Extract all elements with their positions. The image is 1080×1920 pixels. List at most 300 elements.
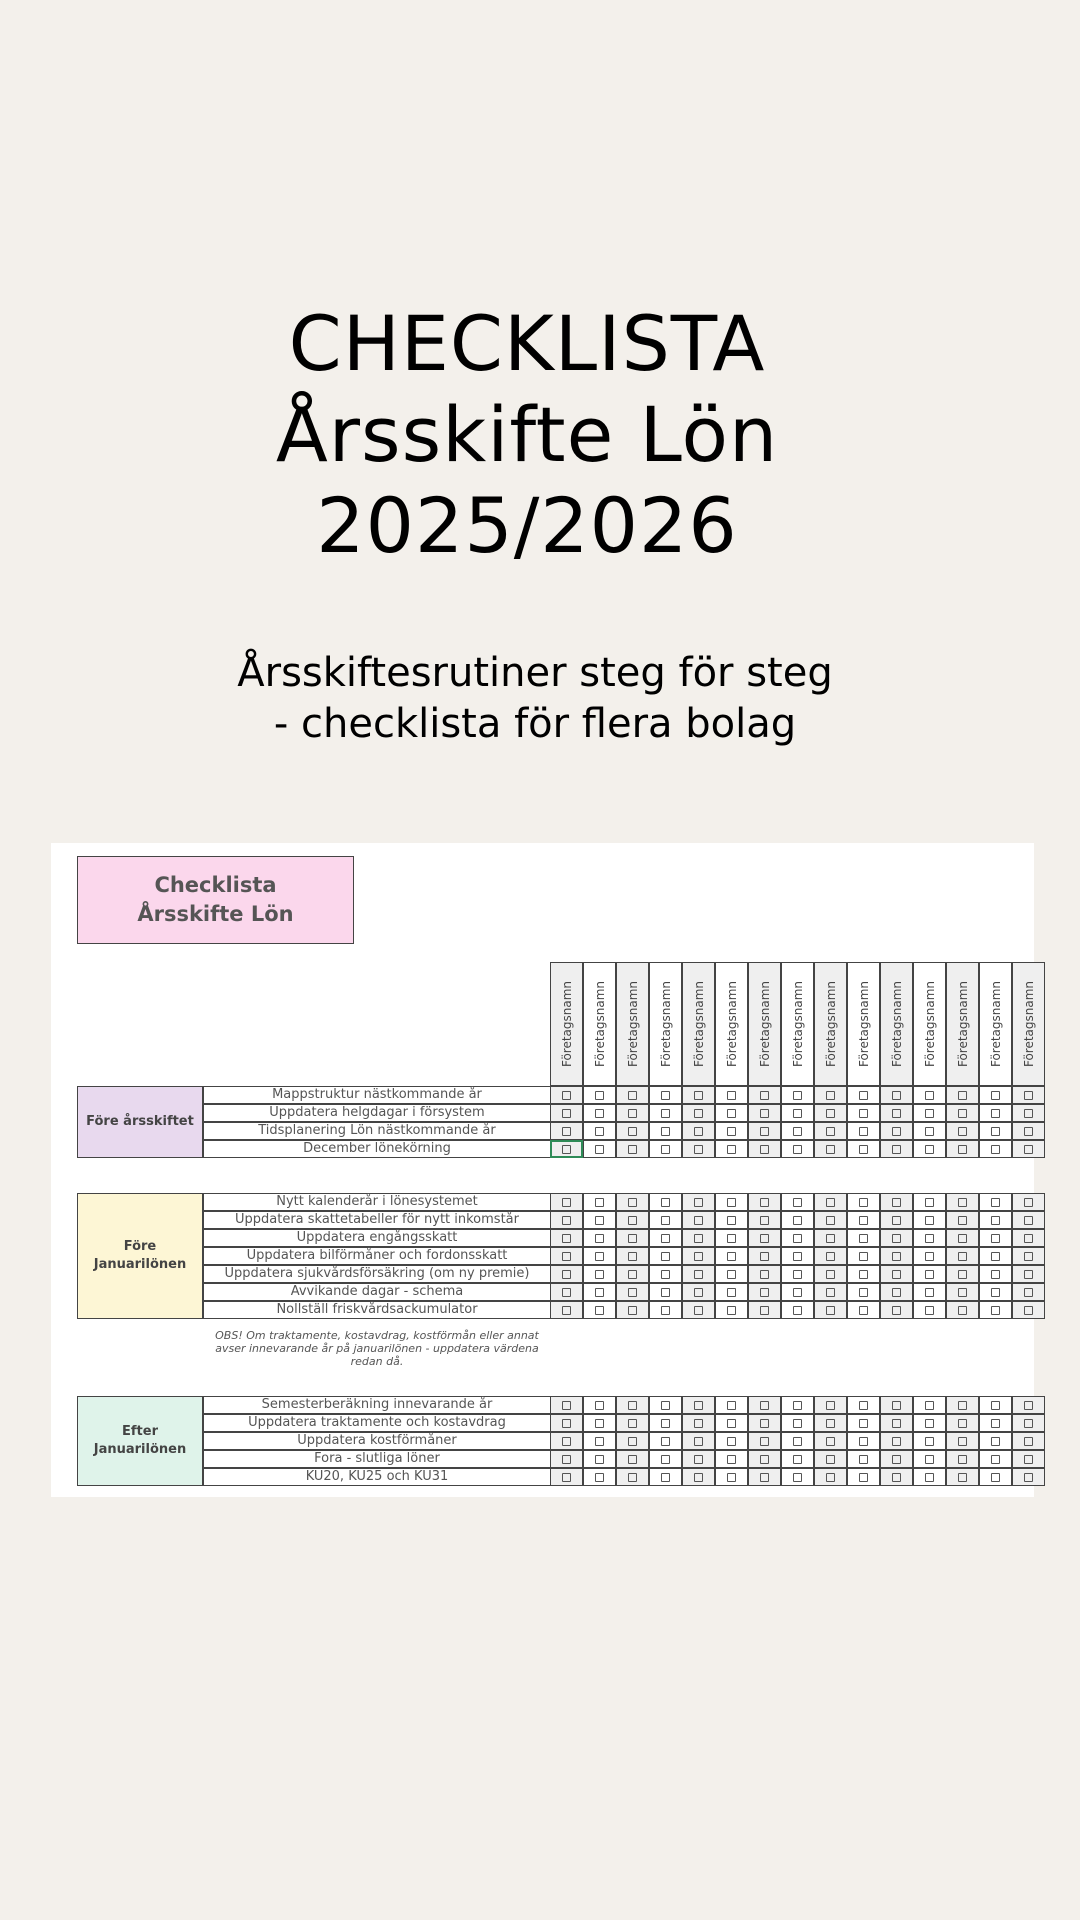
checkbox-cell[interactable] <box>583 1432 616 1450</box>
checkbox[interactable] <box>727 1127 736 1136</box>
checkbox-cell[interactable] <box>583 1140 616 1158</box>
checkbox-cell[interactable] <box>814 1086 847 1104</box>
checkbox-cell[interactable] <box>715 1086 748 1104</box>
checkbox[interactable] <box>859 1109 868 1118</box>
checkbox[interactable] <box>562 1419 571 1428</box>
checkbox-cell[interactable] <box>1012 1140 1045 1158</box>
checkbox-cell[interactable] <box>1012 1301 1045 1319</box>
checkbox-cell[interactable] <box>913 1468 946 1486</box>
checkbox-cell[interactable] <box>814 1122 847 1140</box>
checkbox-cell[interactable] <box>979 1229 1012 1247</box>
checkbox-cell[interactable] <box>979 1396 1012 1414</box>
checkbox[interactable] <box>628 1437 637 1446</box>
checkbox[interactable] <box>694 1419 703 1428</box>
checkbox[interactable] <box>760 1145 769 1154</box>
checkbox-cell[interactable] <box>583 1265 616 1283</box>
checkbox[interactable] <box>826 1401 835 1410</box>
checkbox-cell[interactable] <box>814 1396 847 1414</box>
checkbox[interactable] <box>925 1455 934 1464</box>
checkbox[interactable] <box>661 1455 670 1464</box>
checkbox[interactable] <box>661 1145 670 1154</box>
checkbox-cell[interactable] <box>946 1122 979 1140</box>
checkbox-cell[interactable] <box>946 1450 979 1468</box>
checkbox-cell[interactable] <box>649 1450 682 1468</box>
checkbox-cell[interactable] <box>814 1140 847 1158</box>
checkbox-cell[interactable] <box>616 1301 649 1319</box>
checkbox-cell[interactable] <box>616 1140 649 1158</box>
checkbox-cell[interactable] <box>913 1086 946 1104</box>
checkbox-cell[interactable] <box>748 1301 781 1319</box>
checkbox[interactable] <box>694 1216 703 1225</box>
checkbox-cell[interactable] <box>616 1086 649 1104</box>
checkbox[interactable] <box>694 1401 703 1410</box>
checkbox-cell[interactable] <box>748 1086 781 1104</box>
checkbox-cell[interactable] <box>682 1104 715 1122</box>
checkbox[interactable] <box>859 1401 868 1410</box>
checkbox[interactable] <box>595 1306 604 1315</box>
checkbox-cell[interactable] <box>715 1104 748 1122</box>
checkbox[interactable] <box>1024 1473 1033 1482</box>
checkbox[interactable] <box>628 1145 637 1154</box>
checkbox-cell[interactable] <box>616 1396 649 1414</box>
checkbox[interactable] <box>760 1306 769 1315</box>
checkbox-cell[interactable] <box>649 1432 682 1450</box>
checkbox-cell[interactable] <box>781 1229 814 1247</box>
checkbox-cell[interactable] <box>979 1468 1012 1486</box>
checkbox[interactable] <box>661 1419 670 1428</box>
checkbox-cell[interactable] <box>913 1122 946 1140</box>
checkbox-cell[interactable] <box>748 1414 781 1432</box>
checkbox[interactable] <box>859 1270 868 1279</box>
checkbox-cell[interactable] <box>583 1283 616 1301</box>
checkbox-cell[interactable] <box>847 1140 880 1158</box>
checkbox[interactable] <box>826 1455 835 1464</box>
checkbox-cell[interactable] <box>682 1450 715 1468</box>
checkbox-cell[interactable] <box>847 1450 880 1468</box>
checkbox-cell[interactable] <box>550 1229 583 1247</box>
checkbox[interactable] <box>826 1288 835 1297</box>
checkbox[interactable] <box>892 1127 901 1136</box>
checkbox[interactable] <box>727 1455 736 1464</box>
checkbox-cell[interactable] <box>913 1396 946 1414</box>
checkbox[interactable] <box>958 1091 967 1100</box>
checkbox-cell[interactable] <box>616 1247 649 1265</box>
checkbox[interactable] <box>892 1252 901 1261</box>
checkbox[interactable] <box>1024 1401 1033 1410</box>
checkbox[interactable] <box>958 1252 967 1261</box>
checkbox[interactable] <box>826 1198 835 1207</box>
checkbox[interactable] <box>925 1419 934 1428</box>
checkbox[interactable] <box>562 1234 571 1243</box>
checkbox[interactable] <box>562 1473 571 1482</box>
checkbox[interactable] <box>958 1127 967 1136</box>
checkbox[interactable] <box>892 1401 901 1410</box>
checkbox-cell[interactable] <box>880 1432 913 1450</box>
checkbox[interactable] <box>925 1437 934 1446</box>
checkbox-cell[interactable] <box>946 1086 979 1104</box>
checkbox-cell[interactable] <box>715 1283 748 1301</box>
checkbox-cell[interactable] <box>979 1414 1012 1432</box>
checkbox[interactable] <box>595 1145 604 1154</box>
checkbox-cell[interactable] <box>847 1211 880 1229</box>
checkbox-cell[interactable] <box>715 1414 748 1432</box>
checkbox-cell[interactable] <box>748 1450 781 1468</box>
checkbox-cell[interactable] <box>583 1104 616 1122</box>
checkbox-cell[interactable] <box>913 1140 946 1158</box>
checkbox-cell[interactable] <box>649 1122 682 1140</box>
checkbox[interactable] <box>694 1252 703 1261</box>
checkbox[interactable] <box>826 1234 835 1243</box>
checkbox-cell[interactable] <box>946 1229 979 1247</box>
checkbox-cell[interactable] <box>847 1283 880 1301</box>
checkbox[interactable] <box>859 1455 868 1464</box>
checkbox[interactable] <box>958 1109 967 1118</box>
checkbox[interactable] <box>826 1127 835 1136</box>
checkbox-cell[interactable] <box>847 1396 880 1414</box>
checkbox[interactable] <box>925 1109 934 1118</box>
checkbox[interactable] <box>925 1234 934 1243</box>
checkbox-cell[interactable] <box>682 1432 715 1450</box>
checkbox[interactable] <box>1024 1145 1033 1154</box>
checkbox[interactable] <box>694 1288 703 1297</box>
checkbox[interactable] <box>562 1091 571 1100</box>
checkbox-cell[interactable] <box>913 1450 946 1468</box>
checkbox[interactable] <box>727 1306 736 1315</box>
checkbox[interactable] <box>892 1145 901 1154</box>
checkbox-cell[interactable] <box>979 1086 1012 1104</box>
checkbox-cell[interactable] <box>583 1414 616 1432</box>
checkbox[interactable] <box>826 1091 835 1100</box>
checkbox-cell[interactable] <box>649 1301 682 1319</box>
checkbox[interactable] <box>892 1234 901 1243</box>
checkbox[interactable] <box>562 1401 571 1410</box>
checkbox[interactable] <box>595 1127 604 1136</box>
checkbox[interactable] <box>562 1109 571 1118</box>
checkbox-cell[interactable] <box>913 1265 946 1283</box>
checkbox[interactable] <box>628 1216 637 1225</box>
checkbox-cell[interactable] <box>1012 1468 1045 1486</box>
checkbox[interactable] <box>991 1270 1000 1279</box>
checkbox[interactable] <box>958 1473 967 1482</box>
checkbox-cell[interactable] <box>880 1265 913 1283</box>
checkbox[interactable] <box>760 1455 769 1464</box>
checkbox[interactable] <box>892 1091 901 1100</box>
checkbox-cell[interactable] <box>1012 1086 1045 1104</box>
checkbox[interactable] <box>892 1216 901 1225</box>
checkbox-cell[interactable] <box>715 1432 748 1450</box>
checkbox-cell[interactable] <box>979 1140 1012 1158</box>
checkbox-cell[interactable] <box>616 1122 649 1140</box>
checkbox[interactable] <box>760 1216 769 1225</box>
checkbox[interactable] <box>694 1455 703 1464</box>
checkbox[interactable] <box>991 1234 1000 1243</box>
checkbox[interactable] <box>793 1198 802 1207</box>
checkbox-cell[interactable] <box>682 1414 715 1432</box>
checkbox[interactable] <box>991 1401 1000 1410</box>
checkbox[interactable] <box>1024 1455 1033 1464</box>
checkbox-cell[interactable] <box>682 1122 715 1140</box>
checkbox[interactable] <box>925 1288 934 1297</box>
checkbox-cell[interactable] <box>814 1211 847 1229</box>
checkbox-cell[interactable] <box>682 1193 715 1211</box>
checkbox[interactable] <box>727 1091 736 1100</box>
checkbox-cell[interactable] <box>979 1283 1012 1301</box>
checkbox[interactable] <box>925 1127 934 1136</box>
checkbox-cell[interactable] <box>682 1396 715 1414</box>
checkbox[interactable] <box>892 1109 901 1118</box>
checkbox-cell[interactable] <box>550 1122 583 1140</box>
checkbox[interactable] <box>628 1473 637 1482</box>
checkbox-cell[interactable] <box>814 1450 847 1468</box>
checkbox-cell[interactable] <box>616 1229 649 1247</box>
checkbox-cell[interactable] <box>814 1104 847 1122</box>
checkbox-cell[interactable] <box>616 1104 649 1122</box>
checkbox-cell[interactable] <box>748 1104 781 1122</box>
checkbox[interactable] <box>760 1437 769 1446</box>
checkbox-cell[interactable] <box>616 1414 649 1432</box>
checkbox[interactable] <box>1024 1091 1033 1100</box>
checkbox-cell[interactable] <box>748 1140 781 1158</box>
checkbox[interactable] <box>727 1288 736 1297</box>
checkbox-cell[interactable] <box>550 1104 583 1122</box>
checkbox-cell[interactable] <box>946 1396 979 1414</box>
checkbox[interactable] <box>628 1401 637 1410</box>
checkbox[interactable] <box>991 1145 1000 1154</box>
checkbox[interactable] <box>859 1473 868 1482</box>
checkbox[interactable] <box>694 1091 703 1100</box>
checkbox-cell[interactable] <box>880 1468 913 1486</box>
checkbox[interactable] <box>760 1091 769 1100</box>
checkbox[interactable] <box>595 1216 604 1225</box>
checkbox-cell[interactable] <box>880 1140 913 1158</box>
checkbox-cell[interactable] <box>880 1283 913 1301</box>
checkbox[interactable] <box>793 1145 802 1154</box>
checkbox[interactable] <box>958 1234 967 1243</box>
checkbox[interactable] <box>760 1288 769 1297</box>
checkbox-cell[interactable] <box>748 1193 781 1211</box>
checkbox[interactable] <box>958 1419 967 1428</box>
checkbox-cell[interactable] <box>715 1229 748 1247</box>
checkbox[interactable] <box>991 1419 1000 1428</box>
checkbox[interactable] <box>1024 1234 1033 1243</box>
checkbox[interactable] <box>991 1306 1000 1315</box>
checkbox-cell[interactable] <box>814 1229 847 1247</box>
checkbox-cell[interactable] <box>616 1283 649 1301</box>
checkbox-cell[interactable] <box>880 1247 913 1265</box>
checkbox[interactable] <box>991 1198 1000 1207</box>
checkbox[interactable] <box>628 1091 637 1100</box>
checkbox-cell[interactable] <box>583 1396 616 1414</box>
checkbox[interactable] <box>991 1473 1000 1482</box>
checkbox[interactable] <box>859 1127 868 1136</box>
checkbox-cell[interactable] <box>946 1414 979 1432</box>
checkbox[interactable] <box>694 1270 703 1279</box>
checkbox[interactable] <box>826 1270 835 1279</box>
checkbox[interactable] <box>793 1401 802 1410</box>
checkbox[interactable] <box>991 1252 1000 1261</box>
checkbox[interactable] <box>727 1473 736 1482</box>
checkbox[interactable] <box>1024 1109 1033 1118</box>
checkbox-cell[interactable] <box>616 1265 649 1283</box>
checkbox[interactable] <box>793 1437 802 1446</box>
checkbox[interactable] <box>628 1288 637 1297</box>
checkbox-cell[interactable] <box>583 1193 616 1211</box>
checkbox-cell[interactable] <box>682 1468 715 1486</box>
checkbox[interactable] <box>826 1252 835 1261</box>
checkbox-cell[interactable] <box>814 1265 847 1283</box>
checkbox-cell[interactable] <box>913 1301 946 1319</box>
checkbox[interactable] <box>925 1306 934 1315</box>
checkbox-cell[interactable] <box>814 1283 847 1301</box>
checkbox[interactable] <box>562 1198 571 1207</box>
checkbox[interactable] <box>628 1234 637 1243</box>
checkbox-cell[interactable] <box>847 1086 880 1104</box>
checkbox-cell[interactable] <box>880 1104 913 1122</box>
checkbox[interactable] <box>661 1127 670 1136</box>
checkbox[interactable] <box>892 1306 901 1315</box>
checkbox[interactable] <box>958 1270 967 1279</box>
checkbox[interactable] <box>760 1270 769 1279</box>
checkbox[interactable] <box>562 1127 571 1136</box>
checkbox-cell[interactable] <box>946 1211 979 1229</box>
checkbox[interactable] <box>958 1401 967 1410</box>
checkbox-cell[interactable] <box>748 1265 781 1283</box>
checkbox-cell[interactable] <box>715 1396 748 1414</box>
checkbox-cell[interactable] <box>715 1265 748 1283</box>
checkbox[interactable] <box>859 1234 868 1243</box>
checkbox[interactable] <box>925 1091 934 1100</box>
checkbox[interactable] <box>925 1401 934 1410</box>
checkbox[interactable] <box>859 1198 868 1207</box>
checkbox-cell[interactable] <box>979 1247 1012 1265</box>
checkbox-cell[interactable] <box>847 1229 880 1247</box>
checkbox[interactable] <box>859 1091 868 1100</box>
checkbox-cell[interactable] <box>682 1229 715 1247</box>
checkbox-cell[interactable] <box>1012 1247 1045 1265</box>
checkbox-cell[interactable] <box>1012 1193 1045 1211</box>
checkbox-cell[interactable] <box>748 1211 781 1229</box>
checkbox-cell[interactable] <box>814 1468 847 1486</box>
checkbox-cell[interactable] <box>814 1301 847 1319</box>
checkbox-cell[interactable] <box>847 1432 880 1450</box>
checkbox[interactable] <box>760 1234 769 1243</box>
checkbox[interactable] <box>958 1455 967 1464</box>
checkbox-cell[interactable] <box>1012 1265 1045 1283</box>
checkbox[interactable] <box>760 1252 769 1261</box>
checkbox-cell[interactable] <box>979 1265 1012 1283</box>
checkbox[interactable] <box>760 1198 769 1207</box>
checkbox-cell[interactable] <box>781 1301 814 1319</box>
checkbox[interactable] <box>727 1109 736 1118</box>
checkbox-cell[interactable] <box>781 1414 814 1432</box>
checkbox[interactable] <box>991 1216 1000 1225</box>
checkbox[interactable] <box>760 1419 769 1428</box>
checkbox[interactable] <box>925 1145 934 1154</box>
checkbox[interactable] <box>628 1306 637 1315</box>
checkbox[interactable] <box>991 1455 1000 1464</box>
checkbox[interactable] <box>661 1252 670 1261</box>
checkbox[interactable] <box>991 1127 1000 1136</box>
checkbox-cell[interactable] <box>946 1140 979 1158</box>
checkbox[interactable] <box>859 1306 868 1315</box>
checkbox[interactable] <box>892 1419 901 1428</box>
checkbox-cell[interactable] <box>781 1450 814 1468</box>
checkbox[interactable] <box>793 1216 802 1225</box>
checkbox[interactable] <box>694 1234 703 1243</box>
checkbox-cell[interactable] <box>979 1301 1012 1319</box>
checkbox[interactable] <box>1024 1252 1033 1261</box>
checkbox[interactable] <box>892 1455 901 1464</box>
checkbox-cell[interactable] <box>550 1140 583 1158</box>
checkbox[interactable] <box>562 1216 571 1225</box>
checkbox[interactable] <box>595 1437 604 1446</box>
checkbox[interactable] <box>991 1091 1000 1100</box>
checkbox[interactable] <box>595 1252 604 1261</box>
checkbox-cell[interactable] <box>979 1193 1012 1211</box>
checkbox[interactable] <box>595 1473 604 1482</box>
checkbox[interactable] <box>595 1270 604 1279</box>
checkbox[interactable] <box>661 1437 670 1446</box>
checkbox-cell[interactable] <box>946 1247 979 1265</box>
checkbox-cell[interactable] <box>847 1247 880 1265</box>
checkbox-cell[interactable] <box>550 1247 583 1265</box>
checkbox[interactable] <box>595 1401 604 1410</box>
checkbox-cell[interactable] <box>913 1211 946 1229</box>
checkbox[interactable] <box>727 1401 736 1410</box>
checkbox-cell[interactable] <box>715 1122 748 1140</box>
checkbox-cell[interactable] <box>880 1414 913 1432</box>
checkbox-cell[interactable] <box>880 1301 913 1319</box>
checkbox-cell[interactable] <box>913 1283 946 1301</box>
checkbox-cell[interactable] <box>1012 1211 1045 1229</box>
checkbox[interactable] <box>958 1216 967 1225</box>
checkbox[interactable] <box>661 1306 670 1315</box>
checkbox[interactable] <box>925 1216 934 1225</box>
checkbox-cell[interactable] <box>715 1211 748 1229</box>
checkbox-cell[interactable] <box>913 1193 946 1211</box>
checkbox-cell[interactable] <box>781 1283 814 1301</box>
checkbox-cell[interactable] <box>583 1450 616 1468</box>
checkbox-cell[interactable] <box>550 1283 583 1301</box>
checkbox-cell[interactable] <box>1012 1122 1045 1140</box>
checkbox-cell[interactable] <box>748 1396 781 1414</box>
checkbox[interactable] <box>859 1437 868 1446</box>
checkbox-cell[interactable] <box>583 1229 616 1247</box>
checkbox[interactable] <box>760 1127 769 1136</box>
checkbox-cell[interactable] <box>814 1247 847 1265</box>
checkbox[interactable] <box>562 1288 571 1297</box>
checkbox[interactable] <box>892 1473 901 1482</box>
checkbox-cell[interactable] <box>1012 1396 1045 1414</box>
checkbox-cell[interactable] <box>682 1301 715 1319</box>
checkbox-cell[interactable] <box>1012 1450 1045 1468</box>
checkbox[interactable] <box>694 1437 703 1446</box>
checkbox-cell[interactable] <box>748 1247 781 1265</box>
checkbox-cell[interactable] <box>649 1211 682 1229</box>
checkbox[interactable] <box>925 1270 934 1279</box>
checkbox[interactable] <box>1024 1127 1033 1136</box>
checkbox[interactable] <box>958 1437 967 1446</box>
checkbox-cell[interactable] <box>814 1414 847 1432</box>
checkbox[interactable] <box>826 1473 835 1482</box>
checkbox-cell[interactable] <box>550 1468 583 1486</box>
checkbox-cell[interactable] <box>649 1247 682 1265</box>
checkbox-cell[interactable] <box>946 1432 979 1450</box>
checkbox[interactable] <box>595 1234 604 1243</box>
checkbox[interactable] <box>694 1473 703 1482</box>
checkbox-cell[interactable] <box>550 1086 583 1104</box>
checkbox[interactable] <box>859 1252 868 1261</box>
